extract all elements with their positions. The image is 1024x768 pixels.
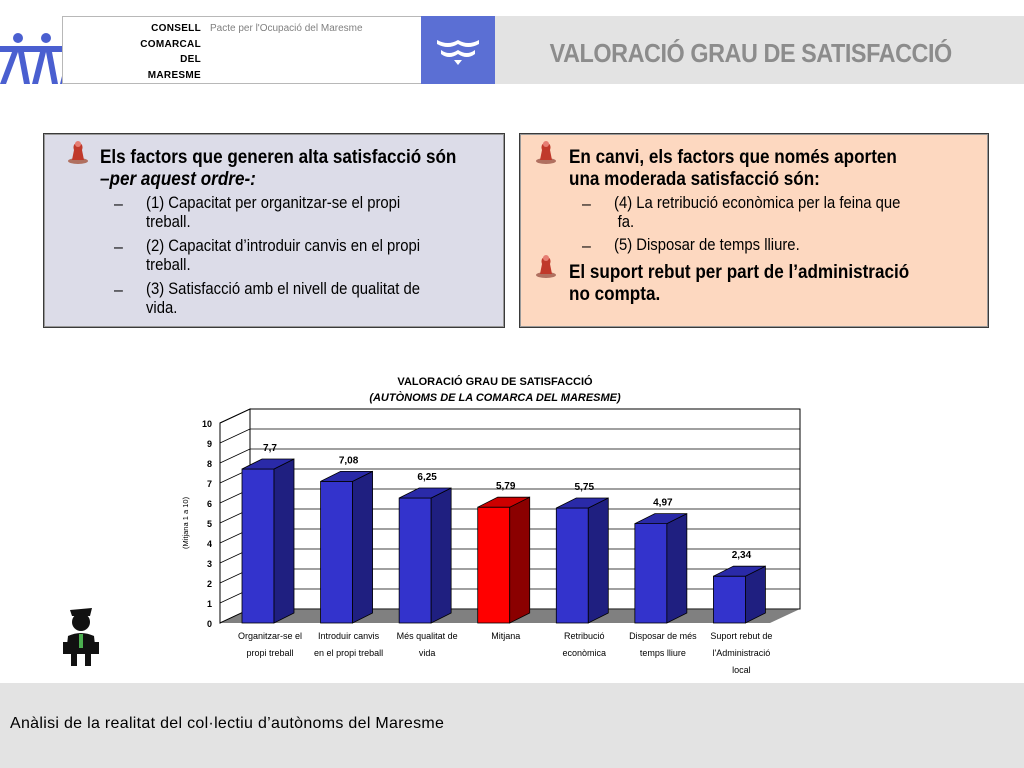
bar-value-label: 6,25 xyxy=(417,472,437,483)
chart-plot xyxy=(170,370,820,680)
bar-side xyxy=(274,459,294,623)
factor-item xyxy=(146,237,506,275)
factor-line: (1) Capacitat per organitzar-se el propi xyxy=(146,194,401,212)
bar-value-label: 5,79 xyxy=(495,481,516,493)
consell-comarcal-logo xyxy=(62,16,208,84)
x-category-label: Més qualitat de xyxy=(396,631,458,641)
pacte-panel xyxy=(206,16,422,84)
org-line: CONSELL xyxy=(151,23,201,34)
bar-value-label: 7,08 xyxy=(338,455,359,467)
dash-marker: – xyxy=(114,239,123,256)
factor-line: (5) Disposar de temps lliure. xyxy=(614,236,800,254)
x-category-label: propi treball xyxy=(246,648,294,658)
businessman-figure-icon xyxy=(62,606,102,668)
bar xyxy=(242,469,274,623)
x-category-label: Organitzar-se el xyxy=(237,631,303,641)
bar xyxy=(321,481,353,623)
bar xyxy=(635,524,667,623)
x-category-label: en el propi treball xyxy=(314,648,384,658)
bar-value-label: 2,34 xyxy=(731,550,752,562)
left-heading-italic: –per aquest ordre-: xyxy=(100,169,256,190)
administration-note: El suport rebut per part de l’administració xyxy=(569,262,910,283)
factor-line: (3) Satisfacció amb el nivell de qualitat de xyxy=(146,280,421,298)
org-line: DEL xyxy=(180,54,201,65)
chess-piece-bullet-icon xyxy=(66,138,90,164)
dash-marker: – xyxy=(582,238,591,255)
slide-header xyxy=(0,16,1024,84)
y-tick-label: 10 xyxy=(201,419,212,429)
x-category-label: vida xyxy=(418,648,436,658)
factor-item xyxy=(614,236,974,255)
y-axis-label: (Mitjana 1 a 10) xyxy=(181,496,190,550)
org-line: MARESME xyxy=(147,69,201,81)
factor-line: (2) Capacitat d’introduir canvis en el propi xyxy=(146,237,421,255)
x-category-label: econòmica xyxy=(562,648,607,658)
bar-side xyxy=(510,497,530,623)
footer-caption: Anàlisi de la realitat del col·lectiu d’autònoms del Maresme xyxy=(10,715,445,732)
y-tick-label: 1 xyxy=(206,599,212,609)
bar-value-label: 4,97 xyxy=(653,497,673,509)
title-band xyxy=(495,16,1024,84)
factor-line: treball. xyxy=(146,256,191,274)
x-category-label: Mitjana xyxy=(491,631,521,641)
satisfaction-bar-chart xyxy=(170,370,820,680)
x-category-label: Introduir canvis xyxy=(318,631,380,641)
y-tick-label: 9 xyxy=(206,439,212,449)
dash-marker: – xyxy=(114,196,123,213)
factor-line: fa. xyxy=(617,213,635,231)
bar-side xyxy=(353,471,373,623)
x-category-label: local xyxy=(732,665,751,675)
chess-piece-bullet-icon xyxy=(534,252,558,278)
y-tick-label: 4 xyxy=(206,539,212,549)
bar xyxy=(399,498,431,623)
factor-item xyxy=(146,194,506,232)
high-satisfaction-box xyxy=(43,133,505,328)
y-tick-label: 7 xyxy=(206,479,212,489)
x-category-label: temps lliure xyxy=(639,648,686,658)
bar xyxy=(478,507,510,623)
factor-line: vida. xyxy=(146,299,178,317)
bar-side xyxy=(667,514,687,623)
moderate-satisfaction-box xyxy=(519,133,989,328)
factor-item xyxy=(614,194,974,232)
y-tick-label: 3 xyxy=(206,559,212,569)
bar-side xyxy=(588,498,608,623)
left-heading: Els factors que generen alta satisfacció són xyxy=(100,147,457,168)
chart-title: VALORACIÓ GRAU DE SATISFACCIÓ xyxy=(397,376,593,388)
factor-line: treball. xyxy=(146,213,191,231)
bar xyxy=(713,576,745,623)
y-tick-label: 8 xyxy=(206,459,212,469)
chart-subtitle: (AUTÒNOMS DE LA COMARCA DEL MARESME) xyxy=(369,392,621,404)
x-category-label: Retribució xyxy=(564,631,605,641)
dash-marker: – xyxy=(114,282,123,299)
waves-icon xyxy=(421,16,495,84)
bar-value-label: 5,75 xyxy=(574,482,595,493)
y-tick-label: 6 xyxy=(206,499,212,509)
factor-line: (4) La retribució econòmica per la feina que xyxy=(614,194,901,212)
x-category-label: Disposar de més xyxy=(629,631,697,641)
y-tick-label: 2 xyxy=(206,579,212,589)
org-line: COMARCAL xyxy=(140,38,201,50)
y-tick-label: 0 xyxy=(206,619,212,629)
bar-side xyxy=(431,488,451,623)
factor-item xyxy=(146,280,506,318)
pacte-label: Pacte per l'Ocupació del Maresme xyxy=(210,23,363,34)
x-category-label: l'Administració xyxy=(712,648,771,658)
bar xyxy=(556,508,588,623)
bar-value-label: 7,7 xyxy=(263,443,277,454)
page-title: VALORACIÓ GRAU DE SATISFACCIÓ xyxy=(549,38,952,68)
chess-piece-bullet-icon xyxy=(534,138,558,164)
dash-marker: – xyxy=(582,196,591,213)
administration-note: no compta. xyxy=(569,284,661,305)
right-heading: una moderada satisfacció són: xyxy=(569,169,820,190)
waves-logo xyxy=(421,16,495,84)
slide-footer xyxy=(0,683,1024,768)
x-category-label: Suport rebut de xyxy=(710,631,773,641)
right-heading: En canvi, els factors que només aporten xyxy=(569,147,897,168)
y-tick-label: 5 xyxy=(206,519,212,529)
